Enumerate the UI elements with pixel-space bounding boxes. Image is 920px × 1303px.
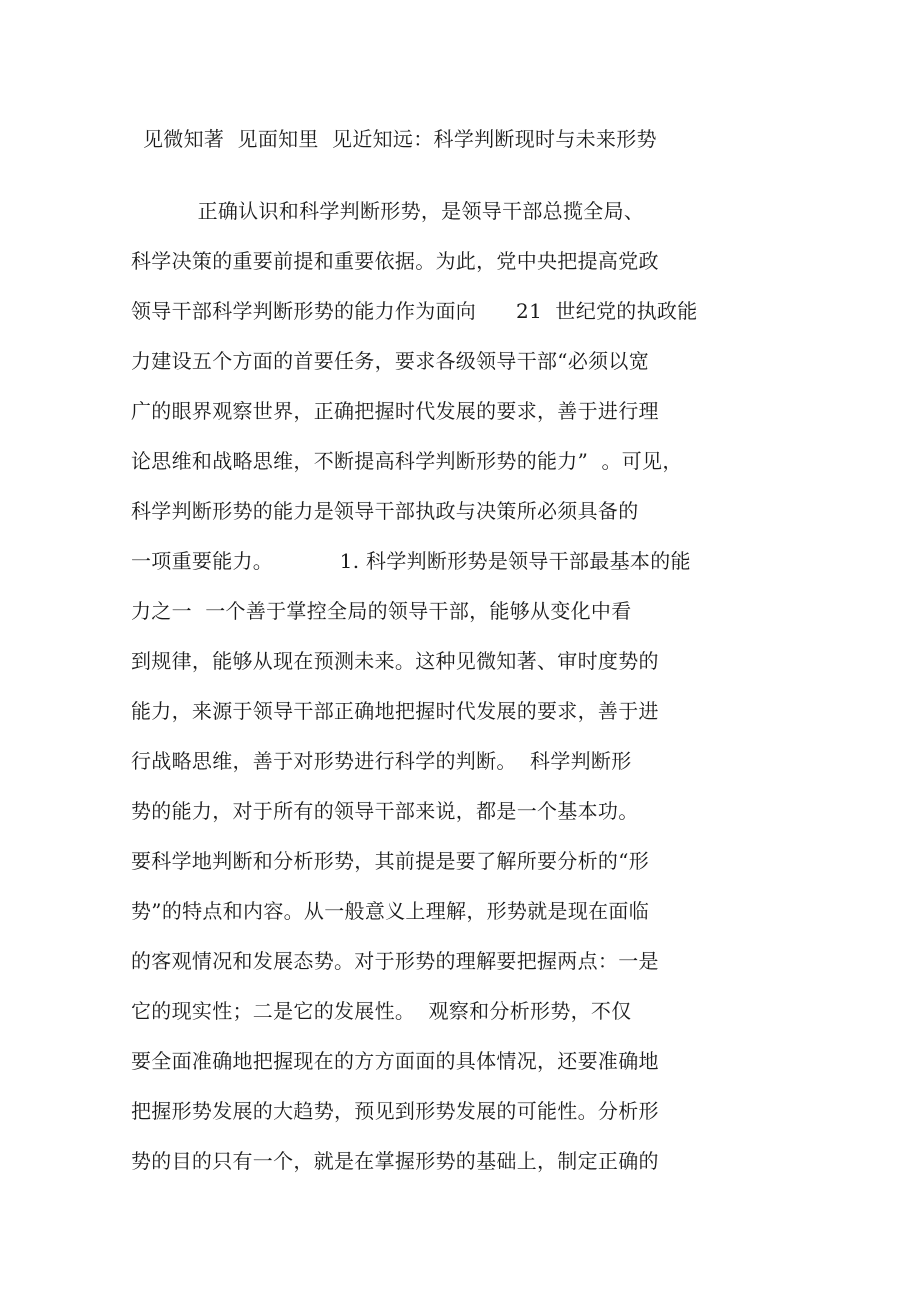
body-line-20: 势的目的只有一个，就是在掌握形势的基础上，制定正确的 <box>131 1149 659 1173</box>
body-line-12: 行战略思维，善于对形势进行科学的判断。 科学判断形 <box>131 749 632 773</box>
body-line-18: 要全面准确地把握现在的方方面面的具体情况，还要准确地 <box>131 1049 659 1073</box>
body-line-2: 科学决策的重要前提和重要依据。为此，党中央把提高党政 <box>131 249 659 273</box>
body-line-13: 势的能力，对于所有的领导干部来说，都是一个基本功。 <box>131 799 639 823</box>
document-body <box>131 186 771 1186</box>
body-line-19: 把握形势发展的大趋势，预见到形势发展的可能性。分析形 <box>131 1099 659 1123</box>
body-line-16: 的客观情况和发展态势。对于形势的理解要把握两点：一是 <box>131 949 659 973</box>
body-line-4: 力建设五个方面的首要任务，要求各级领导干部“必须以宽 <box>131 349 650 373</box>
body-line-6: 论思维和战略思维，不断提高科学判断形势的能力” 。可见， <box>131 449 683 473</box>
body-line-17: 它的现实性；二是它的发展性。 观察和分析形势，不仅 <box>131 999 632 1023</box>
body-line-3: 领导干部科学判断形势的能力作为面向 21 世纪党的执政能 <box>131 299 698 323</box>
document-title: 见微知著 见面知里 见近知远：科学判断现时与未来形势 <box>143 127 657 151</box>
body-line-14: 要科学地判断和分析形势，其前提是要了解所要分析的“形 <box>131 849 650 873</box>
body-line-7: 科学判断形势的能力是领导干部执政与决策所必须具备的 <box>131 499 639 523</box>
body-line-11: 能力，来源于领导干部正确地把握时代发展的要求，善于进 <box>131 699 659 723</box>
body-line-8: 一项重要能力。 1. 科学判断形势是领导干部最基本的能 <box>131 549 691 573</box>
body-line-9: 力之一 一个善于掌控全局的领导干部，能够从变化中看 <box>131 599 632 623</box>
body-line-5: 广的眼界观察世界，正确把握时代发展的要求，善于进行理 <box>131 399 659 423</box>
body-line-1: 正确认识和科学判断形势，是领导干部总揽全局、 <box>131 199 645 223</box>
body-line-10: 到规律，能够从现在预测未来。这种见微知著、审时度势的 <box>131 649 659 673</box>
body-line-15: 势”的特点和内容。从一般意义上理解，形势就是现在面临 <box>131 899 650 923</box>
